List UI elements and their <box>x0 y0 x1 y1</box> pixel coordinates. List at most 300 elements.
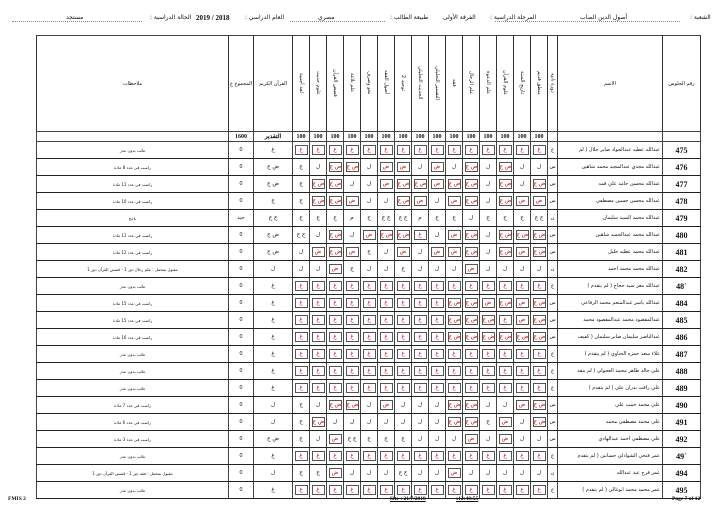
note-cell: راسب في عدد 15 مادة <box>37 312 229 329</box>
subject-grade-cell <box>531 346 548 363</box>
total-cell: 0 <box>229 346 254 363</box>
subject-grade-cell-text: ل <box>350 470 354 476</box>
note-cell: غائب بدون عذر <box>37 448 229 465</box>
status-cell: س <box>548 431 558 448</box>
subject-grade-cell-text: ل <box>452 164 456 170</box>
subject-header-text: علم الرجال <box>468 70 474 95</box>
subject-grade-cell-text: غ <box>465 451 478 461</box>
subject-grade-cell <box>310 465 327 482</box>
subject-grade-cell <box>514 159 531 176</box>
subject-grade-cell <box>446 295 463 312</box>
subject-grade-cell <box>344 278 361 295</box>
table-row <box>37 346 701 363</box>
subject-grade-cell <box>514 346 531 363</box>
subject-grade-cell-text: غ <box>346 366 359 376</box>
seat-number: 475 <box>663 142 701 159</box>
subject-grade-cell <box>378 210 395 227</box>
subject-grade-cell <box>395 261 412 278</box>
subject-grade-cell-text: غ <box>465 485 478 495</box>
subject-grade-cell-text: ض ج <box>312 181 325 187</box>
division-label: الشعبة : <box>690 14 711 21</box>
student-name: عبدالله محمد محمد احمد <box>558 261 663 278</box>
seat-subheader <box>663 132 701 142</box>
subject-grade-cell <box>480 261 497 278</box>
subject-grade-cell-text: غ <box>482 366 495 376</box>
subject-grade-cell-text: غ <box>346 315 359 325</box>
subject-grade-cell-text: ض ج <box>465 419 478 425</box>
subject-grade-cell-text: غ <box>312 145 325 155</box>
subject-grade-cell <box>480 482 497 499</box>
subject-grade-cell-text: ض ج <box>329 198 342 204</box>
status-value: مستجد <box>66 14 84 21</box>
subject-grade-cell <box>412 176 429 193</box>
subject-grade-cell-text: ض ج <box>448 317 461 323</box>
subject-grade-cell-text: ج <box>350 266 354 272</box>
subject-grade-cell <box>429 244 446 261</box>
subject-grade-cell-text: غ <box>329 281 342 291</box>
subject-grade-cell <box>429 176 446 193</box>
subject-grade-cell-text: ض <box>516 315 529 325</box>
subject-header-text: توحيد 2 <box>400 74 406 91</box>
quran-grade-cell <box>254 244 293 261</box>
quran-grade-cell-text: ض ج <box>267 164 279 170</box>
subject-grade-cell-text: غ <box>448 383 461 393</box>
quran-grade-cell-text: ض ج <box>267 232 279 238</box>
subject-grade-cell <box>327 193 344 210</box>
quran-grade-cell <box>254 227 293 244</box>
subject-grade-cell-text: ض ج <box>414 181 427 187</box>
subject-grade-cell <box>361 414 378 431</box>
subject-grade-cell-text: ل <box>367 402 371 408</box>
subject-grade-cell-text: غ <box>414 451 427 461</box>
subject-grade-cell-text: غ <box>380 298 393 308</box>
table-row <box>37 193 701 210</box>
subject-grade-cell <box>446 278 463 295</box>
student-name: علي محمد حبيب علي <box>558 397 663 414</box>
subject-grade-cell-text: غ <box>380 281 393 291</box>
subject-grade-cell-text: ض ج <box>482 317 495 323</box>
subject-max: 100 <box>361 132 378 142</box>
subject-grade-cell-text: غ <box>363 281 376 291</box>
subject-grade-cell-text: غ <box>499 451 512 461</box>
subject-grade-cell <box>344 312 361 329</box>
total-cell: 0 <box>229 193 254 210</box>
subject-grade-cell-text: غ <box>516 349 529 359</box>
subject-grade-cell <box>412 261 429 278</box>
subject-grade-cell <box>361 295 378 312</box>
subject-grade-cell <box>378 176 395 193</box>
subject-grade-cell <box>531 312 548 329</box>
footer-date: Site : 21/7/2019 <box>390 496 426 502</box>
subject-grade-cell <box>327 431 344 448</box>
subject-grade-cell <box>463 448 480 465</box>
subject-grade-cell-text: غ <box>448 485 461 495</box>
subject-grade-cell <box>395 244 412 261</box>
quran-grade-cell-text: غ <box>271 334 275 340</box>
year-label: العام الدراسي : <box>245 14 285 21</box>
subject-grade-cell <box>429 431 446 448</box>
subject-grade-cell <box>531 159 548 176</box>
subject-grade-cell <box>361 193 378 210</box>
subject-grade-cell-text: غ <box>431 383 444 393</box>
subject-max: 100 <box>429 132 446 142</box>
subject-grade-cell-text: غ <box>380 451 393 461</box>
subject-grade-cell-text: غ <box>499 281 512 291</box>
subject-grade-cell <box>463 244 480 261</box>
subject-grade-cell-text: غ <box>465 145 478 155</box>
subject-grade-cell-text: ض ج <box>465 249 478 255</box>
student-name: عبدالله مجدي عبدالمجيد محمد شاهين <box>558 159 663 176</box>
status-cell: غ <box>548 448 558 465</box>
subject-header-text: علوم حديث <box>315 70 321 95</box>
subject-grade-cell-text: غ <box>397 298 410 308</box>
status-cell: غ <box>548 363 558 380</box>
subject-grade-cell-text: غ <box>380 383 393 393</box>
subject-grade-cell-text: غ <box>295 332 308 342</box>
subject-grade-cell-text: غ <box>448 366 461 376</box>
subject-grade-cell <box>293 159 310 176</box>
subject-grade-cell-text: غ <box>329 451 342 461</box>
seat-header: رقم الجلوس <box>663 36 701 132</box>
quran-grade-cell <box>254 465 293 482</box>
note-cell: ناجح <box>37 210 229 227</box>
subject-max: 100 <box>344 132 361 142</box>
quran-grade-cell-text: غ <box>271 368 275 374</box>
subject-max: 100 <box>378 132 395 142</box>
subject-grade-cell <box>327 261 344 278</box>
subject-grade-cell-text: ض ج <box>465 334 478 340</box>
subject-grade-cell-text: غ <box>295 485 308 495</box>
subject-grade-cell <box>361 380 378 397</box>
subject-grade-cell <box>395 193 412 210</box>
subject-grade-cell-text: ض <box>329 264 342 274</box>
total-max: 1600 <box>229 132 254 142</box>
subject-max: 100 <box>327 132 344 142</box>
subject-grade-cell-text: ض ج <box>499 300 512 306</box>
nature-label: طبيعة الطالب : <box>390 14 429 21</box>
subject-grade-cell-text: غ <box>533 145 546 155</box>
student-name: عبدالله محمد السيد سليمان <box>558 210 663 227</box>
year-value: 2018 / 2019 <box>196 14 230 22</box>
subject-grade-cell <box>429 329 446 346</box>
subject-grade-cell-text: ل <box>469 215 473 221</box>
subject-grade-cell-text: غ <box>312 349 325 359</box>
subject-grade-cell <box>293 244 310 261</box>
subject-grade-cell-text: ل <box>350 232 354 238</box>
subject-header <box>480 36 497 132</box>
subject-grade-cell-text: غ <box>414 383 427 393</box>
subject-grade-cell-text: ل <box>316 232 320 238</box>
subject-grade-cell <box>310 278 327 295</box>
student-name: عمر فتحي الشواذلي حسانين ( لم يتقدم <box>558 448 663 465</box>
subject-grade-cell <box>497 329 514 346</box>
subject-grade-cell-text: غ <box>397 366 410 376</box>
subject-grade-cell <box>429 448 446 465</box>
subject-grade-cell-text: ض <box>431 247 444 257</box>
subject-grade-cell-text: ض ج <box>533 232 546 238</box>
table-row <box>37 261 701 278</box>
note-cell: غائب بدون عذر <box>37 380 229 397</box>
subject-grade-cell-text: ل <box>503 470 507 476</box>
subject-grade-cell-text: ل <box>418 402 422 408</box>
subject-grade-cell-text: ل <box>367 266 371 272</box>
subject-grade-cell <box>293 210 310 227</box>
total-cell: 0 <box>229 244 254 261</box>
total-cell: 0 <box>229 176 254 193</box>
name-header: الاسم <box>558 36 663 132</box>
subject-grade-cell-text: ض ج <box>346 402 359 408</box>
subject-grade-cell <box>531 210 548 227</box>
subject-grade-cell-text: ض <box>346 196 359 206</box>
quran-grade-cell <box>254 261 293 278</box>
total-cell: 0 <box>229 159 254 176</box>
subject-grade-cell-text: غ <box>482 145 495 155</box>
subject-grade-cell <box>293 397 310 414</box>
quran-grade-cell-text: غ <box>271 283 275 289</box>
subject-grade-cell-text: غ <box>533 451 546 461</box>
subject-grade-cell <box>531 176 548 193</box>
subject-grade-cell-text: غ <box>329 485 342 495</box>
subject-grade-cell-text: غ <box>397 451 410 461</box>
subject-grade-cell <box>531 482 548 499</box>
subject-grade-cell-text: غ <box>329 315 342 325</box>
subject-grade-cell <box>429 278 446 295</box>
subject-grade-cell <box>412 363 429 380</box>
subject-grade-cell <box>497 363 514 380</box>
table-row <box>37 380 701 397</box>
subject-grade-cell <box>344 448 361 465</box>
subject-grade-cell-text: غ <box>346 332 359 342</box>
seat-number: 48` <box>663 278 701 295</box>
status-cell: س <box>548 244 558 261</box>
subject-grade-cell <box>361 431 378 448</box>
subject-grade-cell <box>531 465 548 482</box>
subject-grade-cell <box>327 176 344 193</box>
subject-grade-cell <box>293 261 310 278</box>
quran-grade-cell-text: ج ج <box>268 215 278 221</box>
subject-grade-cell-text: ض ج <box>499 198 512 204</box>
table-row <box>37 210 701 227</box>
subject-grade-cell <box>310 312 327 329</box>
subject-grade-cell <box>429 380 446 397</box>
subject-grade-cell <box>480 346 497 363</box>
seat-number: 480 <box>663 227 701 244</box>
subject-grade-cell <box>293 329 310 346</box>
subject-grade-cell-text: غ <box>414 145 427 155</box>
subject-grade-cell-text: ض ج <box>448 419 461 425</box>
subject-grade-cell <box>378 397 395 414</box>
stage-label: المرحلة الدراسية : <box>490 14 537 21</box>
subject-grade-cell-text: ض ج <box>499 249 512 255</box>
subject-grade-cell <box>327 329 344 346</box>
subject-grade-cell <box>293 482 310 499</box>
subject-grade-cell-text: ج <box>299 436 303 442</box>
subject-grade-cell-text: ض ج <box>397 198 410 204</box>
subject-grade-cell <box>361 142 378 159</box>
subject-max: 100 <box>531 132 548 142</box>
subject-grade-cell <box>293 227 310 244</box>
status-cell: غ <box>548 482 558 499</box>
subject-grade-cell-text: غ <box>397 315 410 325</box>
status-cell: س <box>548 414 558 431</box>
subject-grade-cell-text: غ <box>431 485 444 495</box>
subject-grade-cell <box>446 227 463 244</box>
subject-grade-cell <box>412 244 429 261</box>
subject-grade-cell-text: ل <box>316 436 320 442</box>
subject-grade-cell-text: غ <box>482 281 495 291</box>
subject-grade-cell <box>327 363 344 380</box>
subject-grade-cell-text: ل <box>316 402 320 408</box>
subject-grade-cell <box>463 210 480 227</box>
status-cell: غ <box>548 142 558 159</box>
subject-grade-cell <box>497 176 514 193</box>
quran-grade-cell <box>254 363 293 380</box>
subject-grade-cell-text: ل <box>435 402 439 408</box>
subject-grade-cell-text: غ <box>397 281 410 291</box>
quran-grade-cell-text: ل <box>271 419 275 425</box>
subject-grade-cell-text: غ <box>312 366 325 376</box>
subject-grade-cell-text: ج ج <box>347 436 357 442</box>
subject-grade-cell-text: ض ج <box>329 402 342 408</box>
subject-grade-cell <box>497 278 514 295</box>
subject-grade-cell-text: ل <box>486 402 490 408</box>
stage-value: الفرقة الأولى <box>443 14 476 21</box>
subject-grade-cell-text: ض ج <box>499 334 512 340</box>
subject-grade-cell-text: ض ج <box>516 232 529 238</box>
subject-grade-cell-text: ض <box>312 247 325 257</box>
subject-grade-cell <box>395 465 412 482</box>
subject-grade-cell <box>378 278 395 295</box>
student-name: علاء سعد حمزه الحناوي ( لم يتقدم ) <box>558 346 663 363</box>
subject-grade-cell <box>429 210 446 227</box>
subject-grade-cell <box>463 278 480 295</box>
subject-grade-cell-text: غ <box>380 315 393 325</box>
subject-grade-cell-text: غ <box>533 349 546 359</box>
subject-grade-cell <box>446 210 463 227</box>
subject-grade-cell <box>378 312 395 329</box>
subject-grade-cell-text: غ <box>499 383 512 393</box>
seat-number: 485 <box>663 312 701 329</box>
quran-grade-cell-text: غ <box>271 300 275 306</box>
subject-grade-cell-text: غ <box>414 315 427 325</box>
subject-grade-cell <box>412 193 429 210</box>
subject-grade-cell <box>412 448 429 465</box>
subject-grade-cell-text: ض ج <box>533 402 546 408</box>
quran-grade-cell-text: ج <box>271 198 275 204</box>
subject-grade-cell <box>310 380 327 397</box>
subject-grade-cell <box>514 278 531 295</box>
subject-grade-cell-text: غ <box>482 451 495 461</box>
subject-grade-cell <box>310 414 327 431</box>
subject-grade-cell-text: ج <box>452 215 456 221</box>
subject-grade-cell-text: ج <box>333 215 337 221</box>
status-cell: س <box>548 397 558 414</box>
quran-grade-cell-text: ض ج <box>267 249 279 255</box>
subject-grade-cell <box>480 312 497 329</box>
subject-grade-cell-text: غ <box>380 332 393 342</box>
subject-grade-cell <box>378 261 395 278</box>
seat-number: 490 <box>663 397 701 414</box>
subject-grade-cell-text: غ <box>499 315 512 325</box>
subject-grade-cell-text: غ <box>516 451 529 461</box>
subject-grade-cell-text: غ <box>380 349 393 359</box>
status-cell: غ <box>548 380 558 397</box>
subject-grade-cell-text: غ <box>533 485 546 495</box>
subject-grade-cell <box>463 312 480 329</box>
note-cell: راسب في عدد 8 مادة <box>37 159 229 176</box>
subject-grade-cell-text: ض <box>431 179 444 189</box>
subject-grade-cell-text: ل <box>367 198 371 204</box>
nature-value: مصري <box>318 14 335 21</box>
subject-grade-cell <box>480 210 497 227</box>
subject-grade-cell-text: ض <box>448 247 461 257</box>
subject-grade-cell <box>446 244 463 261</box>
subject-grade-cell-text: ض <box>363 230 376 240</box>
subject-grade-cell-text: غ <box>465 281 478 291</box>
subject-grade-cell-text: غ <box>346 451 359 461</box>
subject-grade-cell <box>412 210 429 227</box>
subject-grade-cell-text: غ <box>414 366 427 376</box>
subject-header-text: تاريخ السنة <box>519 70 525 95</box>
seat-number: 484 <box>663 295 701 312</box>
subject-grade-cell <box>293 278 310 295</box>
subject-grade-cell <box>395 312 412 329</box>
subject-header-text: نحو وصرف <box>366 70 372 95</box>
subject-grade-cell <box>497 346 514 363</box>
table-row <box>37 227 701 244</box>
subject-grade-cell <box>463 431 480 448</box>
student-name: عبدالمقصود محمد عبدالمقصود محمد <box>558 312 663 329</box>
subject-grade-cell-text: ل <box>299 266 303 272</box>
subject-grade-cell <box>514 227 531 244</box>
subject-max: 100 <box>395 132 412 142</box>
student-name: عمر فرج عيد عبدالله <box>558 465 663 482</box>
subject-grade-cell <box>310 142 327 159</box>
quran-grade-cell <box>254 397 293 414</box>
subject-grade-cell-text: ض <box>499 417 512 427</box>
subject-grade-cell-text: غ <box>329 349 342 359</box>
quran-grade-cell <box>254 414 293 431</box>
subject-grade-cell-text: غ <box>397 332 410 342</box>
subject-grade-cell-text: غ <box>295 145 308 155</box>
subject-grade-cell-text: ض ج <box>448 181 461 187</box>
seat-number: 479 <box>663 210 701 227</box>
subject-grade-cell-text: ج <box>316 470 320 476</box>
subject-grade-cell-text: ل <box>486 470 490 476</box>
subject-grade-cell <box>327 414 344 431</box>
subject-grade-cell-text: ض ج <box>465 317 478 323</box>
subject-grade-cell-text: غ <box>363 298 376 308</box>
subject-grade-cell-text: ل <box>418 419 422 425</box>
subject-grade-cell <box>480 295 497 312</box>
quran-grade-cell <box>254 312 293 329</box>
subject-grade-cell <box>514 363 531 380</box>
subject-grade-cell-text: غ <box>465 366 478 376</box>
subject-grade-cell <box>361 329 378 346</box>
subject-grade-cell <box>480 431 497 448</box>
subject-grade-cell-text: ج <box>299 181 303 187</box>
subject-grade-cell-text: ض ج <box>329 181 342 187</box>
subject-grade-cell <box>463 329 480 346</box>
student-name: عبدالله محسن حسين مصطفي <box>558 193 663 210</box>
status-cell: س <box>548 227 558 244</box>
subject-grade-cell-text: غ <box>431 298 444 308</box>
subject-grade-cell <box>497 465 514 482</box>
subject-grade-cell <box>514 176 531 193</box>
subject-grade-cell <box>344 176 361 193</box>
subject-grade-cell <box>514 193 531 210</box>
quran-grade-cell-text: ض ج <box>267 181 279 187</box>
